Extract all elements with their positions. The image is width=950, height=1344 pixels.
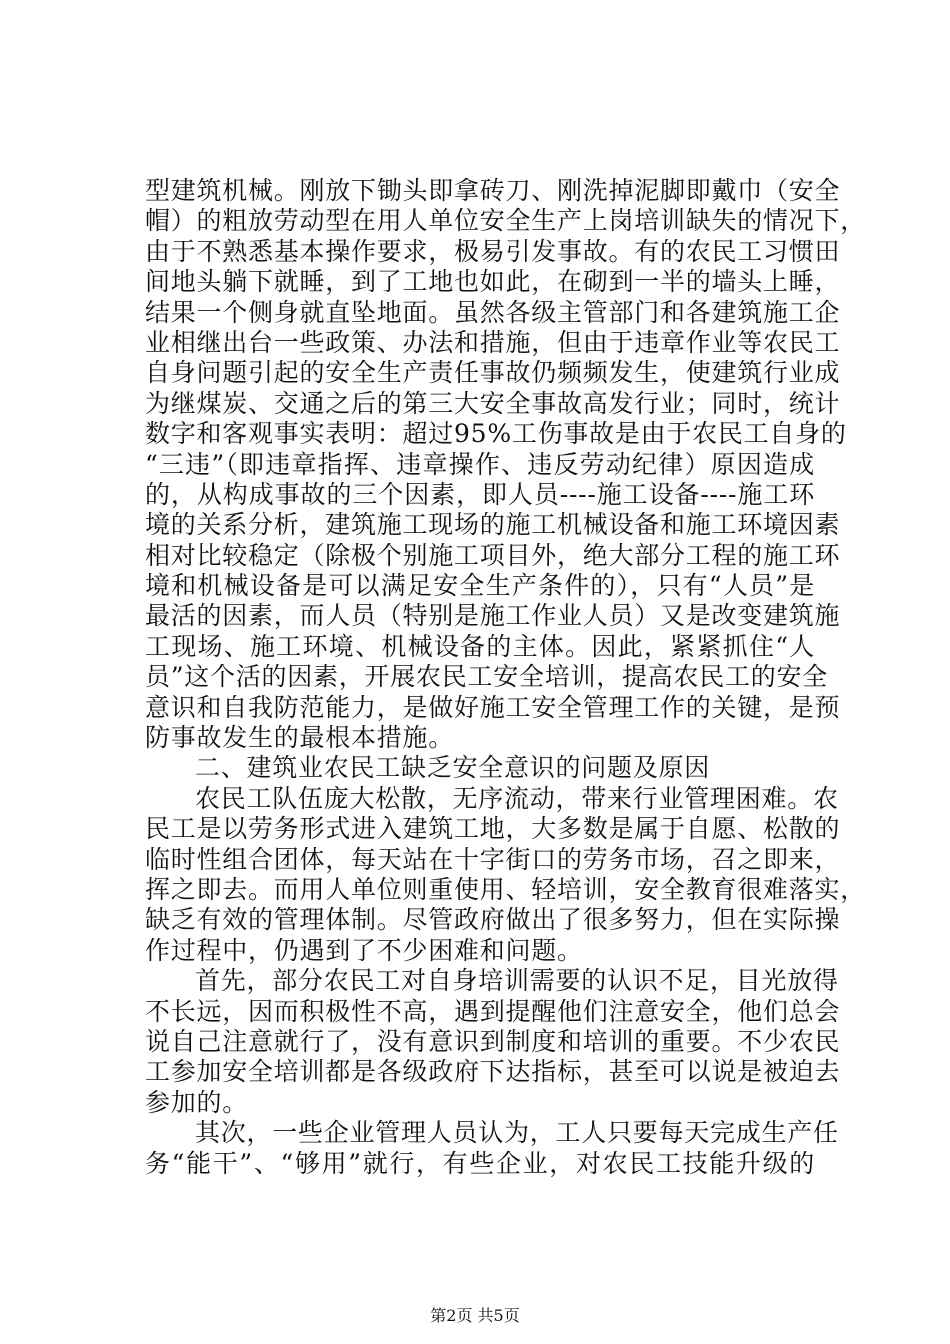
text-line: 参加的。	[145, 1087, 249, 1117]
text-line: “三违”（即违章指挥、违章操作、违反劳动纪律）原因造成	[145, 449, 815, 479]
text-line: 说自己注意就行了，没有意识到制度和培训的重要。不少农民	[145, 1026, 841, 1056]
page-footer: 第2页 共5页	[430, 1306, 520, 1325]
paragraph	[145, 1118, 839, 1179]
text-line: 农民工队伍庞大松散，无序流动，带来行业管理困难。农	[195, 783, 839, 813]
text-line: 帽）的粗放劳动型在用人单位安全生产上岗培训缺失的情况下，	[145, 206, 867, 236]
text-line: 型建筑机械。刚放下锄头即拿砖刀、刚洗掉泥脚即戴巾（安全	[145, 176, 841, 205]
paragraph	[145, 966, 841, 1118]
paragraph	[145, 783, 867, 966]
text-line: 相对比较稳定（除极个别施工项目外，绝大部分工程的施工环	[145, 540, 841, 570]
text-line: 的，从构成事故的三个因素，即人员----施工设备----施工环	[145, 479, 815, 509]
text-line: 数字和客观事实表明：超过95%工伤事故是由于农民工自身的	[145, 419, 847, 449]
text-line: 自身问题引起的安全生产责任事故仍频频发生，使建筑行业成	[145, 358, 841, 388]
text-line: 由于不熟悉基本操作要求，极易引发事故。有的农民工习惯田	[145, 236, 841, 266]
text-line: 挥之即去。而用人单位则重使用、轻培训，安全教育很难落实，	[145, 874, 867, 904]
text-line: 员”这个活的因素，开展农民工安全培训，提高农民工的安全	[145, 662, 829, 692]
section-heading	[145, 753, 815, 783]
text-line: 工现场、施工环境、机械设备的主体。因此，紧紧抓住“人	[145, 631, 815, 661]
text-line: 境的关系分析，建筑施工现场的施工机械设备和施工环境因素	[145, 510, 841, 540]
text-line: 临时性组合团体，每天站在十字街口的劳务市场，召之即来，	[145, 844, 841, 874]
text-line: 为继煤炭、交通之后的第三大安全事故高发行业；同时，统计	[145, 388, 841, 418]
document-body	[145, 176, 867, 1179]
text-line: 其次，一些企业管理人员认为，工人只要每天完成生产任	[195, 1118, 839, 1148]
text-line: 作过程中，仍遇到了不少困难和问题。	[145, 935, 583, 965]
text-line: 工参加安全培训都是各级政府下达指标，甚至可以说是被迫去	[145, 1057, 841, 1087]
text-line: 结果一个侧身就直坠地面。虽然各级主管部门和各建筑施工企	[145, 297, 841, 327]
text-line: 首先，部分农民工对自身培训需要的认识不足，目光放得	[195, 966, 839, 996]
paragraph	[145, 176, 867, 753]
text-line: 境和机械设备是可以满足安全生产条件的），只有“人员”是	[145, 571, 815, 601]
text-line: 务“能干”、“够用”就行，有些企业，对农民工技能升级的	[145, 1148, 815, 1178]
text-line: 防事故发生的最根本措施。	[145, 723, 455, 753]
text-line: 最活的因素，而人员（特别是施工作业人员）又是改变建筑施	[145, 601, 841, 631]
text-line: 民工是以劳务形式进入建筑工地，大多数是属于自愿、松散的	[145, 814, 841, 844]
text-line: 意识和自我防范能力，是做好施工安全管理工作的关键，是预	[145, 692, 841, 722]
text-line: 间地头躺下就睡，到了工地也如此，在砌到一半的墙头上睡，	[145, 267, 841, 297]
text-line: 业相继出台一些政策、办法和措施，但由于违章作业等农民工	[145, 327, 841, 357]
text-line: 缺乏有效的管理体制。尽管政府做出了很多努力，但在实际操	[145, 905, 841, 935]
text-line: 不长远，因而积极性不高，遇到提醒他们注意安全，他们总会	[145, 996, 841, 1026]
text-line: 二、建筑业农民工缺乏安全意识的问题及原因	[195, 753, 711, 783]
